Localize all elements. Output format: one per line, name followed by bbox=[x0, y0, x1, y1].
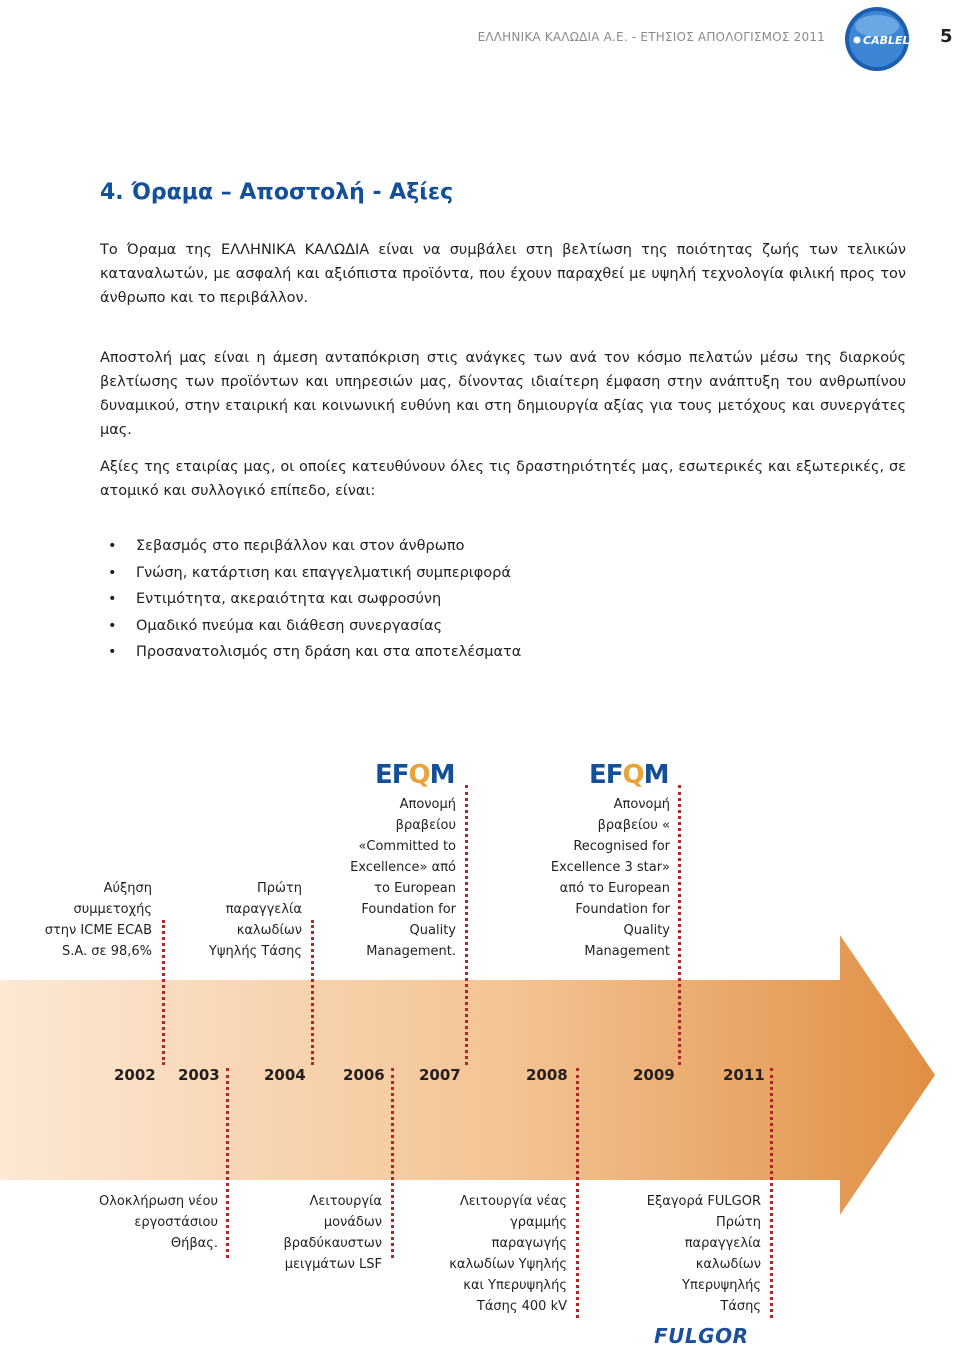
connector-2002 bbox=[162, 920, 165, 1065]
connector-2004 bbox=[311, 920, 314, 1065]
values-list bbox=[108, 533, 521, 666]
efqm-logo: EFQM bbox=[375, 760, 455, 790]
running-header: ΕΛΛΗΝΙΚΑ ΚΑΛΩΔΙΑ Α.Ε. - ΕΤΗΣΙΟΣ ΑΠΟΛΟΓΙΣΜΟΣ 2011 bbox=[477, 30, 825, 44]
vision-paragraph: Το Όραμα της ΕΛΛΗΝΙΚΑ ΚΑΛΩΔΙΑ είναι να συμβάλει στη βελτίωση της ποιότητας ζωής των τελικών καταναλωτών, με ασφαλή και αξιόπιστα προϊόντα, που έχουν παραχθεί με υψηλή τεχνολογία φιλική προς τον άνθρωπο και το περιβάλλον. bbox=[100, 242, 906, 306]
year-label: 2011 bbox=[723, 1066, 765, 1084]
efqm-logo-text: EF bbox=[375, 760, 409, 790]
connector-2006 bbox=[391, 1068, 394, 1258]
connector-2009 bbox=[678, 785, 681, 1065]
list-item: • Προσανατολισμός στη δράση και στα αποτελέσματα bbox=[108, 639, 521, 666]
connector-2007 bbox=[465, 785, 468, 1065]
year-label: 2008 bbox=[526, 1066, 568, 1084]
fulgor-logo-text: FULGOR bbox=[654, 1324, 749, 1348]
event-2003: Ολοκλήρωση νέου εργοστάσιου Θήβας. bbox=[99, 1194, 218, 1251]
page-number: 5 bbox=[940, 26, 953, 47]
list-item: • Εντιμότητα, ακεραιότητα και σωφροσύνη bbox=[108, 586, 521, 613]
event-2011: Εξαγορά FULGOR Πρώτη παραγγελία καλωδίων Υπερυψηλής Τάσης bbox=[646, 1194, 761, 1314]
connector-2008 bbox=[576, 1068, 579, 1318]
event-2009: Απονομή βραβείου « Recognised for Excellence 3 star» από το European Foundation for Quality Management bbox=[550, 797, 670, 959]
section-title: 4. Όραμα – Αποστολή - Αξίες bbox=[100, 180, 454, 205]
list-item: • Σεβασμός στο περιβάλλον και στον άνθρωπο bbox=[108, 533, 521, 560]
year-label: 2006 bbox=[343, 1066, 385, 1084]
event-2004: Πρώτη παραγγελία καλωδίων Υψηλής Τάσης bbox=[208, 881, 302, 959]
list-item: • Γνώση, κατάρτιση και επαγγελματική συμπεριφορά bbox=[108, 560, 521, 587]
connector-2003 bbox=[226, 1068, 229, 1258]
timeline-arrow bbox=[0, 935, 960, 1235]
efqm-logo: EFQM bbox=[589, 760, 669, 790]
connector-2011 bbox=[770, 1068, 773, 1318]
cablel-logo bbox=[844, 6, 910, 72]
list-item: • Ομαδικό πνεύμα και διάθεση συνεργασίας bbox=[108, 613, 521, 640]
year-label: 2007 bbox=[419, 1066, 461, 1084]
event-2002: Αύξηση συμμετοχής στην ICME ECAB S.A. σε 98,6% bbox=[44, 881, 152, 959]
event-2007: Απονομή βραβείου «Committed to Excellence» από το European Foundation for Quality Management. bbox=[350, 797, 456, 959]
event-2006: Λειτουργία μονάδων βραδύκαυστων μειγμάτων LSF bbox=[283, 1194, 382, 1272]
year-label: 2004 bbox=[264, 1066, 306, 1084]
year-label: 2003 bbox=[178, 1066, 220, 1084]
fulgor-logo bbox=[654, 1324, 748, 1348]
cablel-logo-text: CABLEL bbox=[863, 34, 910, 47]
year-label: 2002 bbox=[114, 1066, 156, 1084]
event-2008: Λειτουργία νέας γραμμής παραγωγής καλωδίων Υψηλής και Υπερυψηλής Τάσης 400 kV bbox=[449, 1194, 567, 1314]
mission-paragraph: Αποστολή μας είναι η άμεση ανταπόκριση στις ανάγκες των ανά τον κόσμο πελατών μέσω της διαρκούς βελτίωσης των προϊόντων και υπηρεσιών μας, δίνοντας ιδιαίτερη έμφαση στην ανάπτυξη του ανθρωπίνου δυναμικού, στην εταιρική και κοινωνική ευθύνη και στη δημιουργία αξίας για τους μετόχους και συνεργάτες μας. bbox=[100, 350, 906, 438]
values-intro: Αξίες της εταιρίας μας, οι οποίες κατευθύνουν όλες τις δραστηριότητές μας, εσωτερικές και εξωτερικές, σε ατομικό και συλλογικό επίπεδο, είναι: bbox=[100, 459, 906, 499]
year-label: 2009 bbox=[633, 1066, 675, 1084]
efqm-logo-text: EF bbox=[589, 760, 623, 790]
